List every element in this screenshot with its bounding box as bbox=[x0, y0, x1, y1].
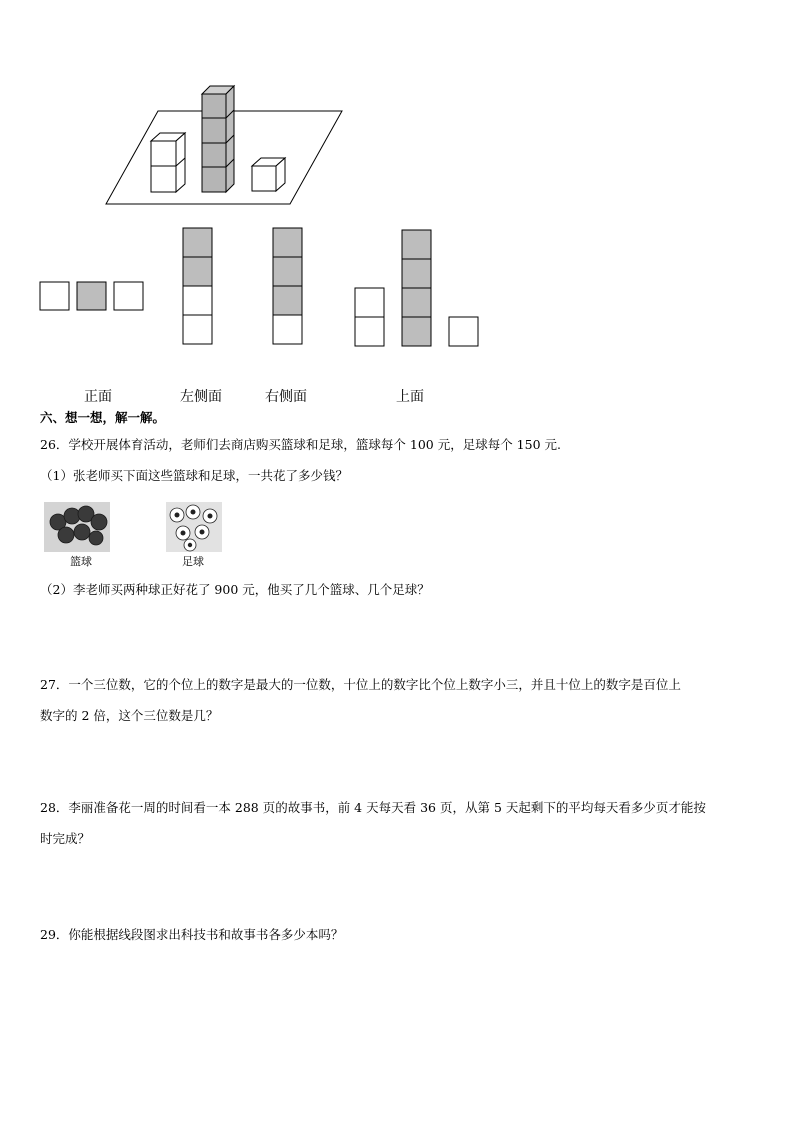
q27-line2: 数字的 2 倍，这个三位数是几？ bbox=[40, 708, 219, 723]
view-option-right bbox=[273, 228, 302, 344]
basketball-caption: 篮球 bbox=[70, 555, 92, 568]
football-caption: 足球 bbox=[182, 555, 204, 568]
football-photo bbox=[166, 502, 222, 552]
view-option-front bbox=[40, 282, 143, 310]
view-option-left bbox=[183, 228, 212, 344]
view-label-front: 正面 bbox=[84, 389, 112, 405]
section-title: 六、想一想，解一解。 bbox=[40, 410, 166, 425]
q26-part1: （1）张老师买下面这些篮球和足球，一共花了多少钱？ bbox=[40, 468, 348, 483]
view-label-left: 左侧面 bbox=[180, 389, 222, 405]
cube-stack-middle bbox=[202, 86, 234, 192]
cube-stack-left bbox=[151, 133, 185, 192]
q26-stem: 26．学校开展体育活动，老师们去商店购买篮球和足球，篮球每个 100 元，足球每个 150 元. bbox=[40, 437, 561, 452]
q27-line1: 27．一个三位数，它的个位上的数字是最大的一位数，十位上的数字比个位上数字小三，并且十位上的数字是百位上 bbox=[40, 677, 681, 692]
q26-part2: （2）李老师买两种球正好花了 900 元，他买了几个篮球、几个足球？ bbox=[40, 582, 430, 597]
view-label-right: 右侧面 bbox=[265, 389, 307, 405]
basketball-photo bbox=[44, 502, 110, 552]
view-label-top: 上面 bbox=[396, 389, 424, 405]
q29-line1: 29．你能根据线段图求出科技书和故事书各多少本吗？ bbox=[40, 927, 344, 942]
q28-line1: 28．李丽准备花一周的时间看一本 288 页的故事书，前 4 天每天看 36 页，从第 5 天起剩下的平均每天看多少页才能按 bbox=[40, 800, 706, 815]
cube-figure bbox=[0, 0, 794, 420]
cube-single-right bbox=[252, 158, 285, 191]
q28-line2: 时完成？ bbox=[40, 831, 91, 846]
view-option-top bbox=[355, 230, 478, 346]
